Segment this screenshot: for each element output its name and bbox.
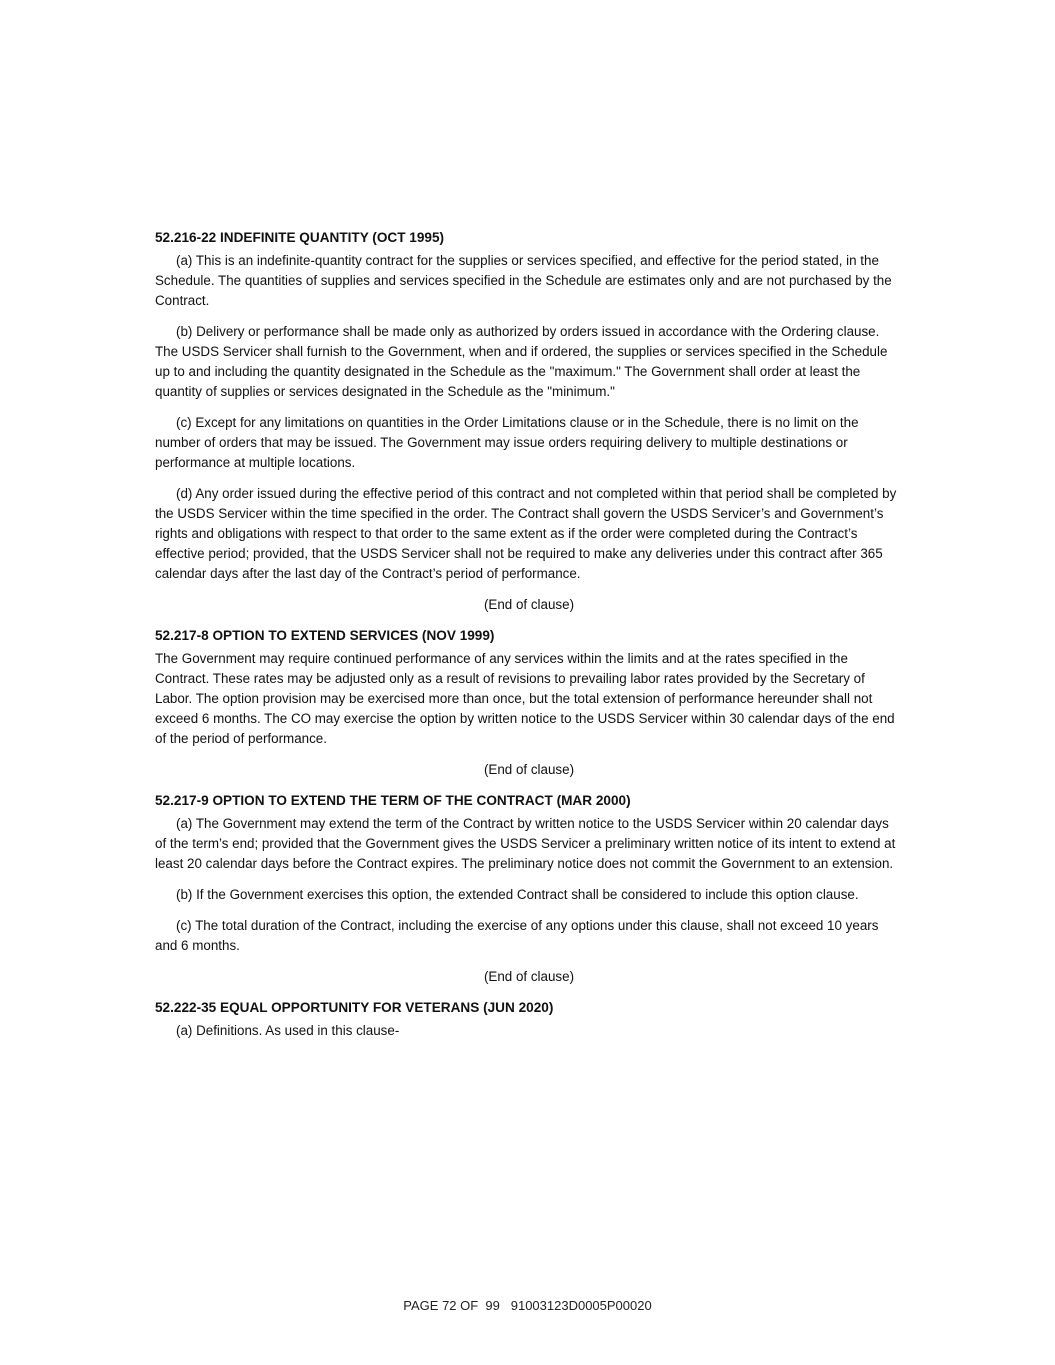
- clause-heading: 52.217-9 OPTION TO EXTEND THE TERM OF THE CONTRACT (MAR 2000): [155, 793, 631, 808]
- clause-paragraph: (d) Any order issued during the effective period of this contract and not completed within that period shall be completed by the USDS Servicer within the time specified in the order. The Contract shall govern the USDS Servicer’s and Government’s rights and obligations with respect to that order to the same extent as if the order were completed during the Contract’s effective period; provided, that the USDS Servicer shall not be required to make any deliveries under this contract after 365 calendar days after the last day of the Contract’s period of performance.: [155, 486, 897, 581]
- clause-paragraph: (a) The Government may extend the term of the Contract by written notice to the USDS Servicer within 20 calendar days of the term’s end; provided that the Government gives the USDS Servicer a preliminary written notice of its intent to extend at least 20 calendar days before the Contract expires. The preliminary notice does not commit the Government to an extension.: [155, 816, 896, 871]
- end-of-clause: (End of clause): [483, 969, 575, 984]
- clause-paragraph: (b) If the Government exercises this option, the extended Contract shall be considered to include this option clause.: [176, 887, 859, 902]
- clause-heading: 52.217-8 OPTION TO EXTEND SERVICES (NOV 1999): [155, 628, 495, 643]
- end-of-clause: (End of clause): [483, 597, 575, 612]
- page-footer: [0, 1298, 1055, 1313]
- clause-heading: 52.216-22 INDEFINITE QUANTITY (OCT 1995): [155, 230, 445, 245]
- clause-paragraph: (b) Delivery or performance shall be made only as authorized by orders issued in accordance with the Ordering clause. The USDS Servicer shall furnish to the Government, when and if ordered, the supplies or services specified in the Schedule up to and including the quantity designated in the Schedule as the "maximum." The Government shall order at least the quantity of supplies or services designated in the Schedule as the "minimum.": [155, 324, 888, 399]
- page-content: [155, 228, 903, 1052]
- clause-paragraph: (c) The total duration of the Contract, including the exercise of any options under this clause, shall not exceed 10 years and 6 months.: [155, 918, 879, 953]
- clause-paragraph: (a) This is an indefinite-quantity contract for the supplies or services specified, and effective for the period stated, in the Schedule. The quantities of supplies and services specified in the Schedule are estimates only and are not purchased by the Contract.: [155, 253, 892, 308]
- document-id: 91003123D0005P00020: [510, 1298, 652, 1313]
- clause-paragraph: The Government may require continued performance of any services within the limits and at the rates specified in the Contract. These rates may be adjusted only as a result of revisions to prevailing labor rates provided by the Secretary of Labor. The option provision may be exercised more than once, but the total extension of performance hereunder shall not exceed 6 months. The CO may exercise the option by written notice to the USDS Servicer within 30 calendar days of the end of the period of performance.: [155, 651, 895, 746]
- clause-paragraph: (c) Except for any limitations on quantities in the Order Limitations clause or in the Schedule, there is no limit on the number of orders that may be issued. The Government may issue orders requiring delivery to multiple destinations or performance at multiple locations.: [155, 415, 859, 470]
- clause-paragraph: (a) Definitions. As used in this clause-: [176, 1023, 400, 1038]
- end-of-clause: (End of clause): [483, 762, 575, 777]
- page-number-label: PAGE 72 OF 99: [403, 1298, 500, 1313]
- clause-heading: 52.222-35 EQUAL OPPORTUNITY FOR VETERANS (JUN 2020): [155, 1000, 554, 1015]
